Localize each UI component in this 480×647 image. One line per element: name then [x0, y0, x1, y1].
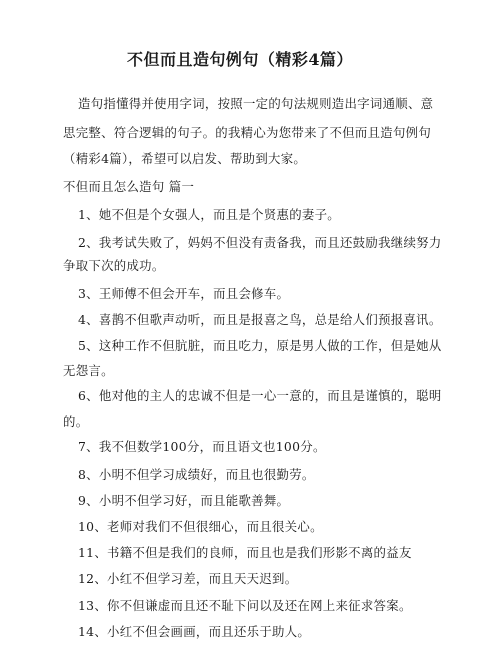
list-item: 7、我不但数学100分，而且语文也100分。: [78, 439, 326, 454]
list-item-continuation: 争取下次的成功。: [63, 258, 165, 273]
list-item: 14、小红不但会画画，而且还乐于助人。: [78, 624, 311, 639]
list-item: 2、我考试失败了，妈妈不但没有责备我，而且还鼓励我继续努力: [78, 235, 442, 250]
list-item: 6、他对他的主人的忠诚不但是一心一意的，而且是谨慎的，聪明: [78, 388, 442, 403]
list-item: 10、老师对我们不但很细心，而且很关心。: [78, 519, 323, 534]
list-item: 13、你不但谦虚而且还不耻下问以及还在网上来征求答案。: [78, 598, 412, 613]
intro-line: （精彩4篇），希望可以启发、帮助到大家。: [63, 151, 307, 166]
list-item-continuation: 的。: [63, 414, 89, 429]
list-item-continuation: 无怨言。: [63, 363, 114, 378]
list-item: 4、喜鹊不但歌声动听，而且是报喜之鸟，总是给人们预报喜讯。: [78, 312, 442, 327]
intro-line: 造句指懂得并使用字词，按照一定的句法规则造出字词通顺、意: [78, 96, 434, 111]
list-item: 11、书籍不但是我们的良师，而且也是我们形影不离的益友: [78, 545, 412, 560]
list-item: 3、王师傅不但会开车，而且会修车。: [78, 286, 290, 301]
list-item: 1、她不但是个女强人，而且是个贤惠的妻子。: [78, 207, 340, 222]
list-item: 8、小明不但学习成绩好，而且也很勤劳。: [78, 467, 315, 482]
list-item: 9、小明不但学习好，而且能歌善舞。: [78, 493, 290, 508]
list-item: 5、这种工作不但肮脏，而且吃力，原是男人做的工作，但是她从: [78, 338, 442, 353]
intro-line: 思完整、符合逻辑的句子。的我精心为您带来了不但而且造句例句: [63, 125, 432, 140]
document-title: 不但而且造句例句（精彩4篇）: [127, 50, 353, 69]
section-heading: 不但而且怎么造句 篇一: [63, 179, 195, 194]
list-item: 12、小红不但学习差，而且天天迟到。: [78, 571, 298, 586]
